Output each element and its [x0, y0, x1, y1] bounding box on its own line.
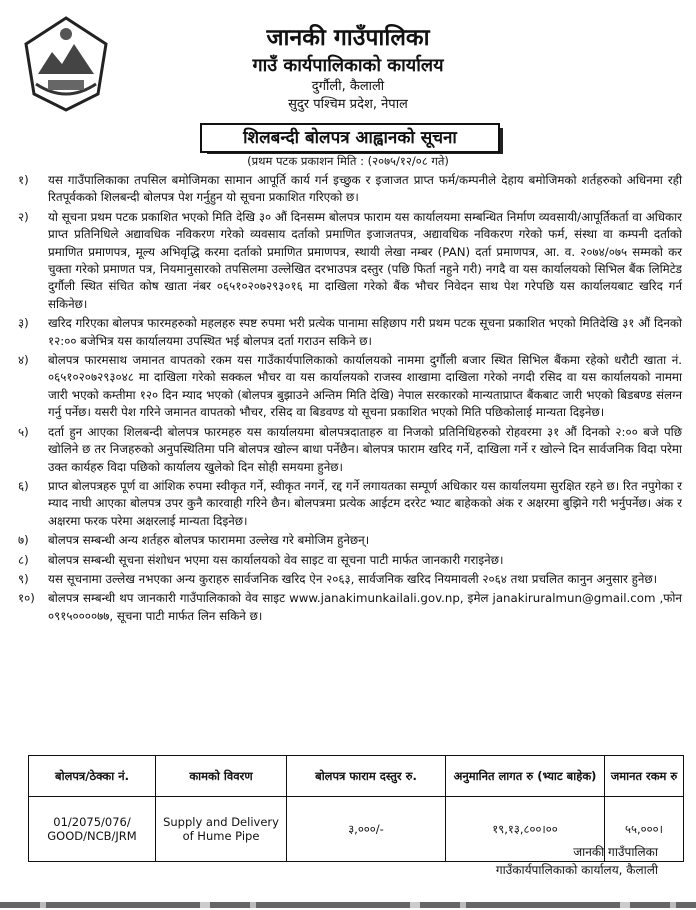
list-item [18, 590, 682, 625]
column-header: अनुमानित लागत रु (भ्याट बाहेक) [446, 756, 605, 797]
list-item [18, 172, 682, 207]
item-text: बोलपत्र सम्बन्धी सूचना संशोधन भएमा यस कार्यालयको वेव साइट वा सूचना पाटी मार्फत जानकारी गराइनेछ। [48, 552, 504, 567]
column-header: बोलपत्र/ठेक्का नं. [29, 756, 156, 797]
page-edge-divider [0, 902, 696, 908]
item-text: बोलपत्र सम्बन्धी अन्य शर्तहरु बोलपत्र फाराममा उल्लेख गरे बमोजिम हुनेछन्। [48, 533, 370, 548]
item-text: बोलपत्र फारमसाथ जमानत वापतको रकम यस गाउँकार्यपालिकाको कार्यालयको नाममा दुर्गौली बजार स्थित सिभिल बैंकमा रहेको धरौटी खाता नं. ०६५१०२०७२९३०४८ मा दाखिला गरेको सक्कल भौचर वा यस कार्यालयको राजस्व शाखामा दाखिला गरेको नगदी रसिद वा यस कार्यालयको नाममा जारी भएको कम्तीमा १२० दिन म्याद भएको (बोलपत्र बुझाउने अन्तिम मिति देखि) नेपाल सरकारको मान्यताप्राप्त बैंकबाट जारी भएको बिडबण्ड संलग्न गर्नु पर्नेछ। यसरी पेश गरिने जमानत वापतको भौचर, रसिद वा बिडवण्ड यो सूचना प्रकाशित भएको मिति पछिकोलाई मान्यता दिइनेछ। [48, 353, 682, 420]
list-item [18, 552, 682, 569]
item-text: खरिद गरिएका बोलपत्र फारमहरुको महलहरु स्पष्ट रुपमा भरी प्रत्येक पानामा सहिछाप गरी प्रथम पटक सूचना प्रकाशित भएको मितिदेखि ३१ औं दिनको १२:०० बजेभित्र यस कार्यालयमा उपस्थित भई बोलपत्र दर्ता गराउन सकिने छ। [48, 316, 682, 348]
item-number: २) [18, 209, 29, 224]
list-item [18, 424, 682, 476]
column-header: जमानत रकम रु [605, 756, 684, 797]
table-cell: Supply and Delivery of Hume Pipe [156, 797, 287, 862]
office-place: दुर्गौली, कैलाली [311, 79, 385, 94]
table-header-row [29, 756, 684, 797]
item-text: यस सूचनामा उल्लेख नभएका अन्य कुराहरु सार्वजनिक खरिद ऐन २०६३, सार्वजनिक खरिद नियमावली २०६४ तथा प्रचलित कानुन अनुसार हुनेछ। [48, 571, 658, 586]
column-header: कामको विवरण [156, 756, 287, 797]
item-text: बोलपत्र सम्बन्धी थप जानकारी गाउँपालिकाको वेव साइट www.janakimunkailali.gov.np, इमेल janakiruralmun@gmail.com ,फोन ०९१५००००७७, सूचना पाटी मार्फत लिन सकिने छ। [48, 591, 682, 623]
item-text: प्राप्त बोलपत्रहरु पूर्ण वा आंशिक रुपमा स्वीकृत गर्ने, स्वीकृत नगर्ने, रद्द गर्ने लगायतका सम्पूर्ण अधिकार यस कार्यालयमा सुरक्षित रहने छ। रित नपुगेका र म्याद नाघी आएका बोलपत्र उपर कुनै कारवाही गरिने छैन। बोलपत्रमा प्रत्येक आईटम दररेट भ्याट बाहेकको अंक र अक्षरमा बुझिने गरी भर्नुपर्नेछ। अंक र अक्षरमा फरक परेमा अक्षरलाई मान्यता दिइनेछ। [48, 478, 682, 528]
office-name: जानकी गाउँपालिका [266, 25, 430, 51]
item-number: ३) [18, 316, 29, 331]
item-number: १०) [18, 591, 35, 606]
office-header [0, 24, 696, 114]
item-text: यो सूचना प्रथम पटक प्रकाशित भएको मिति देखि ३० औं दिनसम्म बोलपत्र फाराम यस कार्यालयमा सम्बन्धित निर्माण व्यवसायी/आपूर्तिकर्ता वा अधिकार प्राप्त प्रतिनिधिले अद्यावधिक नविकरण गरेको व्यवसाय दर्ताको प्रमाणित इजाजतपत्र, अद्यावधिक नविकरण गरेको फर्म, संस्था वा कम्पनी दर्ताको प्रमाणित प्रमाणपत्र, मूल्य अभिवृद्धि करमा दर्ताको प्रमाणित प्रमाणपत्र, स्थायी लेखा नम्बर (PAN) दर्ता प्रमाणपत्र, आ. व. २०७४/०७५ सम्मको कर चुक्ता गरेको प्रमाणत पत्र, नियमानुसारको तपसिलमा उल्लेखित दरभाउपत्र दस्तुर (पछि फिर्ता नहुने गरी) नगदै वा यस कार्यालयको सिभिल बैंक लिमिटेड दुर्गौली स्थित संचित कोष खाता नंबर ०६५१०२०७२९३०१६ मा दाखिला गरेको बैंक भौचर निवेदन साथ पेश गरेपछि यस कार्यालयबाट खरिद गर्न सकिनेछ। [48, 209, 682, 311]
list-item [18, 478, 682, 530]
column-header: बोलपत्र फाराम दस्तुर रु. [287, 756, 446, 797]
list-item [18, 209, 682, 313]
item-number: ५) [18, 424, 29, 439]
notice-title: शिलबन्दी बोलपत्र आह्वानको सूचना [200, 123, 500, 153]
office-subtitle: गाउँ कार्यपालिकाको कार्यालय [252, 55, 444, 76]
table-cell: 01/2075/076/ GOOD/NCB/JRM [29, 797, 156, 862]
notice-items [18, 172, 682, 627]
item-number: ७) [18, 533, 29, 548]
item-text: यस गाउँपालिकाका तपसिल बमोजिमका सामान आपूर्ति कार्य गर्न इच्छुक र इजाजत प्राप्त फर्म/कम्पनीले देहाय बमोजिमको शर्तहरुको अधिनमा रही रितपूर्वकको शिलबन्दी बोलपत्र पेश गर्नुहुन यो सूचना प्रकाशित गरिएको छ। [48, 173, 682, 205]
list-item [18, 532, 682, 549]
signature-block [496, 843, 658, 879]
signature-line: गाउँकार्यपालिकाको कार्यालय, कैलाली [495, 863, 658, 877]
list-item [18, 352, 682, 422]
item-text: दर्ता हुन आएका शिलबन्दी बोलपत्र फारमहरु यस कार्यालयमा बोलपत्रदाताहरु वा निजको प्रतिनिधिहरुको रोहवरमा ३१ औं दिनको २:०० बजे पछि खोलिने छ तर निजहरुको अनुपस्थितिमा पनि बोलपत्र खोल्न बाधा पर्नेछैन। बोलपत्र फाराम खरिद गर्ने, दाखिला गर्ने र खोल्ने दिन सार्वजनिक विदा परेमा उक्त कार्यहरु विदा पछिको कार्यालय खुलेको दिन सोही समयमा हुनेछ। [48, 424, 682, 474]
signature-line: जानकी गाउँपालिका [573, 845, 658, 859]
list-item [18, 571, 682, 588]
publication-date: (प्रथम पटक प्रकाशन मिति : (२०७५/१२/०८ गते) [247, 154, 449, 168]
office-province: सुदुर पश्चिम प्रदेश, नेपाल [288, 97, 408, 112]
list-item [18, 315, 682, 350]
item-number: ६) [18, 478, 29, 493]
item-number: १) [18, 173, 29, 187]
table-cell: १९,१३,८००।०० [446, 797, 605, 862]
item-number: ४) [18, 353, 29, 368]
table-cell: ३,०००/- [287, 797, 446, 862]
item-number: ८) [18, 552, 29, 567]
table-cell: ५५,०००। [605, 797, 684, 862]
item-number: ९) [18, 571, 29, 586]
